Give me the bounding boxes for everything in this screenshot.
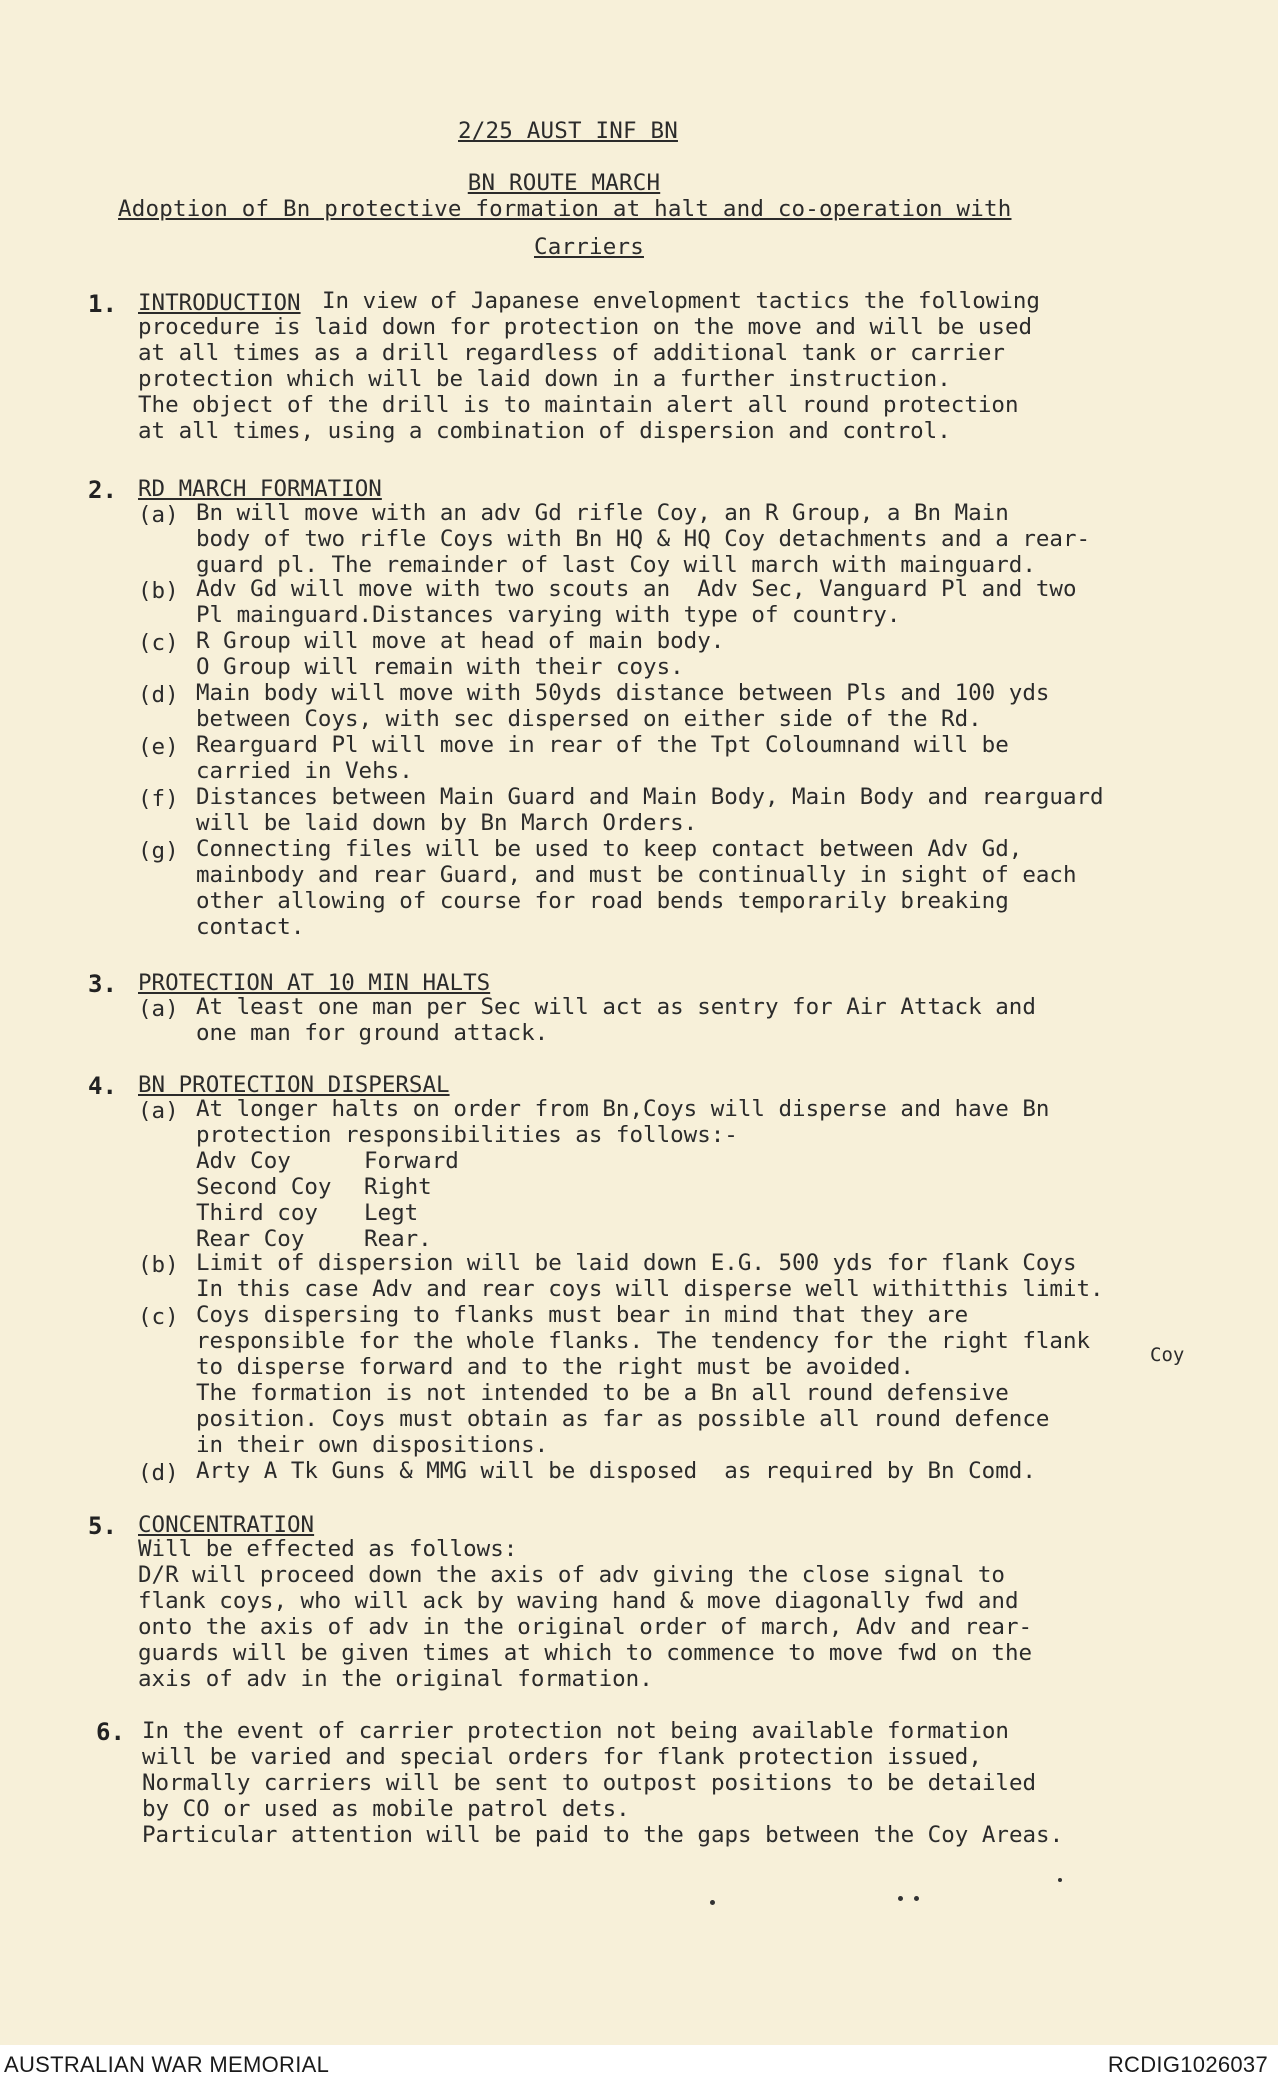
footer-archive-name: AUSTRALIAN WAR MEMORIAL xyxy=(4,2052,330,2077)
section-heading: CONCENTRATION xyxy=(138,1512,315,1538)
paragraph-line: procedure is laid down for protection on the move and will be used xyxy=(138,314,1033,340)
section-number: 6. xyxy=(96,1718,125,1746)
coy-name: Adv Coy xyxy=(196,1148,291,1174)
section-number: 4. xyxy=(88,1072,117,1100)
paragraph-line: protection which will be laid down in a further instruction. xyxy=(138,366,951,392)
item-line: body of two rifle Coys with Bn HQ & HQ Coy detachments and a rear- xyxy=(196,526,1091,552)
item-line: between Coys, with sec dispersed on either side of the Rd. xyxy=(196,706,982,732)
document-title: BN ROUTE MARCH xyxy=(467,170,661,196)
handwritten-insertion: Coy xyxy=(1150,1344,1185,1366)
item-line: mainbody and rear Guard, and must be continually in sight of each xyxy=(196,862,1077,888)
paragraph-line: In view of Japanese envelopment tactics the following xyxy=(322,288,1040,314)
paragraph-line: guards will be given times at which to commence to move fwd on the xyxy=(138,1640,1033,1666)
item-line: Coys dispersing to flanks must bear in mind that they are xyxy=(196,1302,969,1328)
item-label: (c) xyxy=(138,630,179,656)
item-line: position. Coys must obtain as far as possible all round defence xyxy=(196,1406,1050,1432)
coy-name: Third coy xyxy=(196,1200,318,1226)
item-line: Adv Gd will move with two scouts an Adv Sec, Vanguard Pl and two xyxy=(196,576,1077,602)
item-label: (d) xyxy=(138,1460,179,1486)
section-number: 5. xyxy=(88,1512,117,1540)
item-label: (d) xyxy=(138,682,179,708)
item-line: Connecting files will be used to keep contact between Adv Gd, xyxy=(196,836,1023,862)
section-heading: RD MARCH FORMATION xyxy=(138,476,382,502)
ink-mark xyxy=(710,1900,715,1905)
item-label: (b) xyxy=(138,1252,179,1278)
item-line: At longer halts on order from Bn,Coys will disperse and have Bn xyxy=(196,1096,1050,1122)
paragraph-line: D/R will proceed down the axis of adv giving the close signal to xyxy=(138,1562,1005,1588)
item-line: other allowing of course for road bends temporarily breaking xyxy=(196,888,1009,914)
item-label: (b) xyxy=(138,578,179,604)
item-line: In this case Adv and rear coys will disperse well withitthis limit. xyxy=(196,1276,1104,1302)
item-line: Pl mainguard.Distances varying with type of country. xyxy=(196,602,901,628)
coy-direction: Rear. xyxy=(364,1226,432,1252)
item-line: Bn will move with an adv Gd rifle Coy, an R Group, a Bn Main xyxy=(196,500,1009,526)
item-line: Main body will move with 50yds distance between Pls and 100 yds xyxy=(196,680,1050,706)
paragraph-line: will be varied and special orders for flank protection issued, xyxy=(142,1744,982,1770)
coy-name: Second Coy xyxy=(196,1174,332,1200)
paragraph-line: The object of the drill is to maintain alert all round protection xyxy=(138,392,1019,418)
section-number: 1. xyxy=(88,290,117,318)
paragraph-line: at all times, using a combination of dispersion and control. xyxy=(138,418,951,444)
section-heading: BN PROTECTION DISPERSAL xyxy=(138,1072,450,1098)
coy-direction: Forward xyxy=(364,1148,459,1174)
coy-direction: Legt xyxy=(364,1200,419,1226)
coy-direction: Right xyxy=(364,1174,432,1200)
section-heading: PROTECTION AT 10 MIN HALTS xyxy=(138,970,491,996)
paragraph-line: Particular attention will be paid to the gaps between the Coy Areas. xyxy=(142,1822,1064,1848)
item-line: At least one man per Sec will act as sentry for Air Attack and xyxy=(196,994,1036,1020)
item-line: carried in Vehs. xyxy=(196,758,413,784)
paragraph-line: In the event of carrier protection not being available formation xyxy=(142,1718,1009,1744)
item-line: in their own dispositions. xyxy=(196,1432,549,1458)
item-line: R Group will move at head of main body. xyxy=(196,628,725,654)
item-line: one man for ground attack. xyxy=(196,1020,549,1046)
coy-name: Rear Coy xyxy=(196,1226,305,1252)
section-number: 2. xyxy=(88,476,117,504)
item-label: (a) xyxy=(138,1098,179,1124)
unit-title: 2/25 AUST INF BN xyxy=(458,118,678,144)
item-label: (a) xyxy=(138,996,179,1022)
ink-mark xyxy=(898,1896,903,1901)
item-line: responsible for the whole flanks. The tendency for the right flank xyxy=(196,1328,1091,1354)
paragraph-line: onto the axis of adv in the original order of march, Adv and rear- xyxy=(138,1614,1033,1640)
item-line: Limit of dispersion will be laid down E.G. 500 yds for flank Coys xyxy=(196,1250,1077,1276)
document-subtitle-1: Adoption of Bn protective formation at halt and co-operation with xyxy=(118,196,1012,222)
item-line: Rearguard Pl will move in rear of the Tpt Coloumnand will be xyxy=(196,732,1009,758)
section-number: 3. xyxy=(88,970,117,998)
paragraph-line: Will be effected as follows: xyxy=(138,1536,518,1562)
item-label: (a) xyxy=(138,502,179,528)
document-subtitle-2: Carriers xyxy=(534,234,644,260)
item-line: to disperse forward and to the right must be avoided. xyxy=(196,1354,914,1380)
item-line: contact. xyxy=(196,914,305,940)
paragraph-line: by CO or used as mobile patrol dets. xyxy=(142,1796,630,1822)
item-label: (f) xyxy=(138,786,179,812)
paragraph-line: axis of adv in the original formation. xyxy=(138,1666,653,1692)
item-label: (g) xyxy=(138,838,179,864)
paragraph-line: Normally carriers will be sent to outpost positions to be detailed xyxy=(142,1770,1037,1796)
item-label: (c) xyxy=(138,1304,179,1330)
item-line: will be laid down by Bn March Orders. xyxy=(196,810,698,836)
item-line: protection responsibilities as follows:- xyxy=(196,1122,738,1148)
item-line: O Group will remain with their coys. xyxy=(196,654,684,680)
item-label: (e) xyxy=(138,734,179,760)
ink-mark xyxy=(914,1896,919,1901)
paragraph-line: flank coys, who will ack by waving hand & move diagonally fwd and xyxy=(138,1588,1019,1614)
ink-mark xyxy=(1058,1878,1062,1882)
item-line: The formation is not intended to be a Bn all round defensive xyxy=(196,1380,1009,1406)
section-heading: INTRODUCTION xyxy=(138,290,301,316)
item-line: Distances between Main Guard and Main Body, Main Body and rearguard xyxy=(196,784,1104,810)
item-line: guard pl. The remainder of last Coy will march with mainguard. xyxy=(196,552,1036,578)
footer-record-id: RCDIG1026037 xyxy=(1107,2052,1268,2077)
item-line: Arty A Tk Guns & MMG will be disposed as required by Bn Comd. xyxy=(196,1458,1036,1484)
paragraph-line: at all times as a drill regardless of additional tank or carrier xyxy=(138,340,1005,366)
